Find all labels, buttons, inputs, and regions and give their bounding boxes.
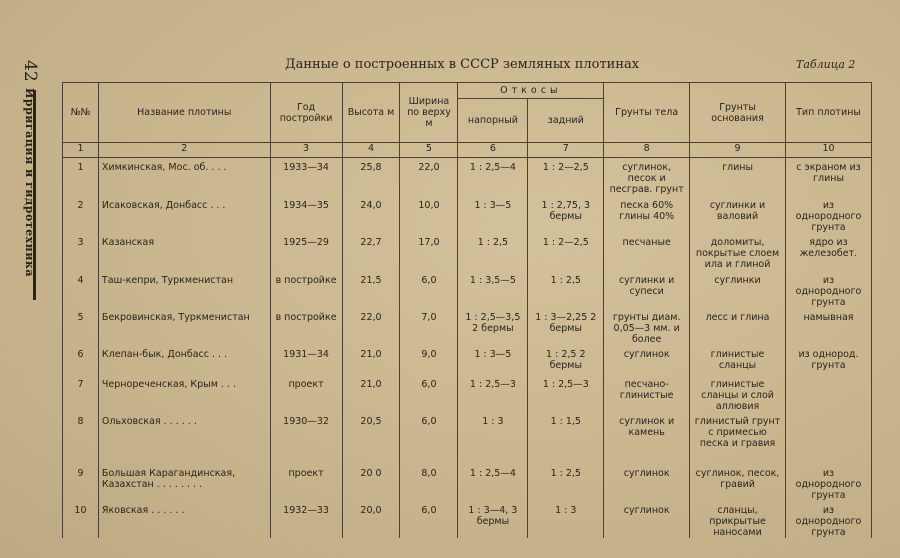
cell-n: 3 [63, 233, 99, 271]
cell-w: 22,0 [400, 158, 458, 196]
cell-h: 20,5 [342, 412, 400, 464]
cell-s2: 1 : 1,5 [528, 412, 604, 464]
cell-year: 1932—33 [270, 501, 342, 538]
cell-w: 17,0 [400, 233, 458, 271]
cell-s2: 1 : 3—2,25 2 бермы [528, 308, 604, 345]
cell-s1: 1 : 2,5—4 [458, 464, 528, 501]
cell-base: глинистые сланцы [690, 345, 786, 375]
table-row [63, 233, 872, 271]
page-margin [6, 60, 40, 277]
table-row [63, 375, 872, 412]
column-number: 6 [458, 143, 528, 158]
cell-type: намывная [785, 308, 871, 345]
cell-base: суглинок, песок, гравий [690, 464, 786, 501]
header-slopes: Откосы [458, 83, 604, 99]
header-base: Грунты основания [690, 83, 786, 143]
cell-w: 7,0 [400, 308, 458, 345]
cell-h: 22,7 [342, 233, 400, 271]
cell-w: 6,0 [400, 271, 458, 308]
cell-year: в постройке [270, 308, 342, 345]
cell-year: 1930—32 [270, 412, 342, 464]
cell-name: Клепан-бык, Донбасс . . . [98, 345, 270, 375]
cell-type: из однород. грунта [785, 345, 871, 375]
table-row [63, 412, 872, 464]
header-height: Высота м [342, 83, 400, 143]
cell-h: 21,0 [342, 375, 400, 412]
cell-base: глинистые сланцы и слой аллювия [690, 375, 786, 412]
cell-w: 6,0 [400, 501, 458, 538]
cell-type: ядро из железобет. [785, 233, 871, 271]
cell-s2: 1 : 3 [528, 501, 604, 538]
cell-n: 4 [63, 271, 99, 308]
cell-body: суглинок [604, 464, 690, 501]
cell-n: 10 [63, 501, 99, 538]
cell-h: 20 0 [342, 464, 400, 501]
cell-s1: 1 : 2,5—3,5 2 бермы [458, 308, 528, 345]
cell-h: 25,8 [342, 158, 400, 196]
cell-w: 8,0 [400, 464, 458, 501]
cell-s1: 1 : 3—5 [458, 345, 528, 375]
table-row [63, 501, 872, 538]
cell-name: Химкинская, Мос. об. . . . [98, 158, 270, 196]
cell-s2: 1 : 2,5—3 [528, 375, 604, 412]
cell-type: из однородного грунта [785, 196, 871, 233]
running-head: Ирригация и гидротехника [23, 88, 36, 277]
cell-body: суглинок [604, 501, 690, 538]
cell-base: глинистый грунт с примесью песка и гравия [690, 412, 786, 464]
table-row [63, 345, 872, 375]
header-slope-front: напорный [458, 99, 528, 143]
cell-year: 1925—29 [270, 233, 342, 271]
cell-n: 8 [63, 412, 99, 464]
header-slope-back: задний [528, 99, 604, 143]
cell-year: в постройке [270, 271, 342, 308]
header-crest: Ширина по верху м [400, 83, 458, 143]
cell-year: 1931—34 [270, 345, 342, 375]
cell-body: суглинок и камень [604, 412, 690, 464]
dams-table [62, 82, 872, 538]
cell-h: 20,0 [342, 501, 400, 538]
header-type: Тип плотины [785, 83, 871, 143]
cell-h: 21,5 [342, 271, 400, 308]
header-year: Год постройки [270, 83, 342, 143]
table-row [63, 464, 872, 501]
cell-s2: 1 : 2,5 [528, 464, 604, 501]
cell-body: песчаные [604, 233, 690, 271]
page-number: 42 [20, 60, 40, 82]
cell-base: суглинки [690, 271, 786, 308]
cell-name: Ольховская . . . . . . [98, 412, 270, 464]
column-number: 10 [785, 143, 871, 158]
cell-h: 21,0 [342, 345, 400, 375]
cell-body: песка 60% глины 40% [604, 196, 690, 233]
cell-year: 1933—34 [270, 158, 342, 196]
cell-n: 1 [63, 158, 99, 196]
cell-w: 9,0 [400, 345, 458, 375]
cell-type [785, 412, 871, 464]
cell-year: 1934—35 [270, 196, 342, 233]
cell-year: проект [270, 464, 342, 501]
cell-s2: 1 : 2,5 [528, 271, 604, 308]
cell-type [785, 375, 871, 412]
header-body: Грунты тела [604, 83, 690, 143]
column-number: 4 [342, 143, 400, 158]
cell-s1: 1 : 2,5—4 [458, 158, 528, 196]
table-label: Таблица 2 [796, 58, 856, 71]
cell-n: 2 [63, 196, 99, 233]
cell-h: 22,0 [342, 308, 400, 345]
cell-name: Чернореченская, Крым . . . [98, 375, 270, 412]
cell-s2: 1 : 2,5 2 бермы [528, 345, 604, 375]
column-number: 1 [63, 143, 99, 158]
cell-n: 7 [63, 375, 99, 412]
cell-body: суглинок [604, 345, 690, 375]
cell-s1: 1 : 2,5—3 [458, 375, 528, 412]
cell-s1: 1 : 3,5—5 [458, 271, 528, 308]
cell-n: 6 [63, 345, 99, 375]
header-num: №№ [63, 83, 99, 143]
cell-body: суглинки и супеси [604, 271, 690, 308]
cell-n: 9 [63, 464, 99, 501]
table-row [63, 308, 872, 345]
cell-name: Таш-кепри, Туркменистан [98, 271, 270, 308]
column-number: 9 [690, 143, 786, 158]
column-numbers-row [63, 143, 872, 158]
table-row [63, 271, 872, 308]
cell-w: 10,0 [400, 196, 458, 233]
table-title: Данные о построенных в СССР земляных плотинах [285, 57, 640, 72]
cell-base: доломиты, покрытые слоем ила и глиной [690, 233, 786, 271]
cell-base: сланцы, прикрытые наносами [690, 501, 786, 538]
cell-year: проект [270, 375, 342, 412]
cell-type: из однородного грунта [785, 271, 871, 308]
cell-name: Казанская [98, 233, 270, 271]
table-row [63, 158, 872, 196]
cell-s2: 1 : 2—2,5 [528, 233, 604, 271]
column-number: 8 [604, 143, 690, 158]
cell-s2: 1 : 2,75, 3 бермы [528, 196, 604, 233]
cell-s1: 1 : 2,5 [458, 233, 528, 271]
cell-w: 6,0 [400, 412, 458, 464]
cell-type: из однородного грунта [785, 464, 871, 501]
cell-name: Бекровинская, Туркменистан [98, 308, 270, 345]
cell-body: грунты диам. 0,05—3 мм. и более [604, 308, 690, 345]
column-number: 3 [270, 143, 342, 158]
cell-name: Исаковская, Донбасс . . . [98, 196, 270, 233]
column-number: 7 [528, 143, 604, 158]
cell-s1: 1 : 3 [458, 412, 528, 464]
cell-n: 5 [63, 308, 99, 345]
cell-s2: 1 : 2—2,5 [528, 158, 604, 196]
cell-body: суглинок, песок и пеcграв. грунт [604, 158, 690, 196]
cell-name: Большая Карагандинская, Казахстан . . . . . . . . [98, 464, 270, 501]
cell-base: суглинки и валовий [690, 196, 786, 233]
cell-s1: 1 : 3—4, 3 бермы [458, 501, 528, 538]
column-number: 2 [98, 143, 270, 158]
cell-w: 6,0 [400, 375, 458, 412]
cell-name: Яковская . . . . . . [98, 501, 270, 538]
cell-base: глины [690, 158, 786, 196]
header-name: Название плотины [98, 83, 270, 143]
cell-h: 24,0 [342, 196, 400, 233]
column-number: 5 [400, 143, 458, 158]
cell-base: лесс и глина [690, 308, 786, 345]
cell-type: с экраном из глины [785, 158, 871, 196]
cell-body: песчано-глинистые [604, 375, 690, 412]
table-row [63, 196, 872, 233]
cell-s1: 1 : 3—5 [458, 196, 528, 233]
table-body [63, 158, 872, 538]
cell-type: из однородного грунта [785, 501, 871, 538]
